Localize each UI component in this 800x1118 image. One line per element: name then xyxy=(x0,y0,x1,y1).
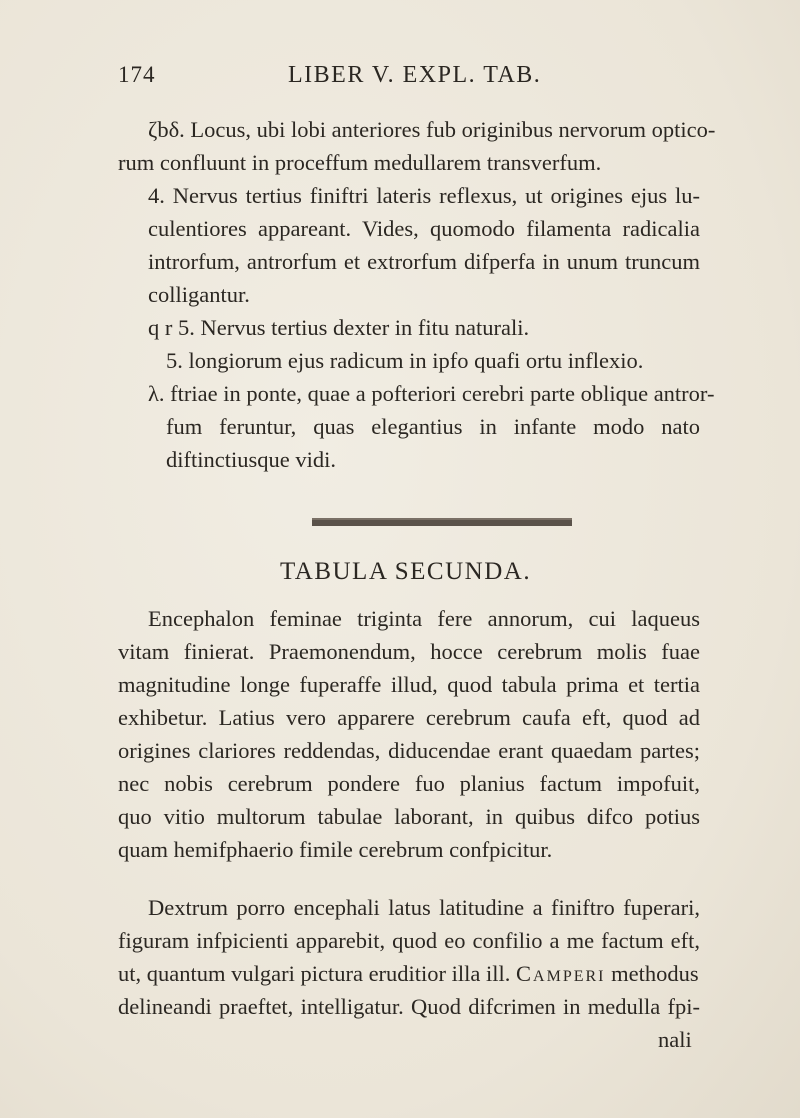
text-line: q r 5. Nervus tertius dexter in fitu naturali. xyxy=(148,315,530,340)
author-name: Camperi xyxy=(516,961,606,986)
page-number: 174 xyxy=(118,62,156,87)
section-divider xyxy=(312,518,572,526)
text-line xyxy=(118,959,700,989)
text-line: origines clariores reddendas, diducendae erant quaedam partes; xyxy=(118,738,700,763)
text-line: Dextrum porro encephali latus latitudine a finiftro fuperari, xyxy=(148,895,700,920)
text-line: nali xyxy=(658,1027,692,1052)
text-line: colligantur. xyxy=(148,282,250,307)
text-fragment: methodus xyxy=(605,961,699,986)
text-line: quam hemifphaerio fimile cerebrum confpicitur. xyxy=(118,837,553,862)
text-line: magnitudine longe fuperaffe illud, quod tabula prima et tertia xyxy=(118,672,700,697)
text-line: 4. Nervus tertius finiftri lateris reflexus, ut origines ejus lu- xyxy=(148,183,700,208)
text-line: Encephalon feminae triginta fere annorum, cui laqueus xyxy=(148,606,700,631)
text-line: diftinctiusque vidi. xyxy=(166,447,336,472)
text-line: 5. longiorum ejus radicum in ipfo quafi ortu inflexio. xyxy=(166,348,644,373)
text-line: nec nobis cerebrum pondere fuo planius factum impofuit, xyxy=(118,771,700,796)
text-line: ζbδ. Locus, ubi lobi anteriores fub originibus nervorum optico- xyxy=(148,117,716,142)
text-fragment: ut, quantum vulgari pictura eruditior illa ill. xyxy=(118,961,517,986)
text-line: rum confluunt in proceffum medullarem transverfum. xyxy=(118,150,602,175)
text-line: culentiores appareant. Vides, quomodo filamenta radicalia xyxy=(148,216,700,241)
text-line: fum feruntur, quas elegantius in infante modo nato xyxy=(166,414,700,439)
text-line: exhibetur. Latius vero apparere cerebrum caufa eft, quod ad xyxy=(118,705,700,730)
text-line: vitam finierat. Praemonendum, hocce cerebrum molis fuae xyxy=(118,639,700,664)
running-head: LIBER V. EXPL. TAB. xyxy=(288,62,542,88)
page-header xyxy=(118,58,678,98)
text-line: delineandi praeftet, intelligatur. Quod difcrimen in medulla fpi- xyxy=(118,994,700,1019)
text-line: figuram infpicienti apparebit, quod eo confilio a me factum eft, xyxy=(118,928,700,953)
text-line: quo vitio multorum tabulae laborant, in quibus difco potius xyxy=(118,804,700,829)
section-title: TABULA SECUNDA. xyxy=(280,558,532,585)
text-line: λ. ftriae in ponte, quae a pofteriori cerebri parte oblique antror- xyxy=(148,381,715,406)
text-line: introrfum, antrorfum et extrorfum difperfa in unum truncum xyxy=(148,249,700,274)
